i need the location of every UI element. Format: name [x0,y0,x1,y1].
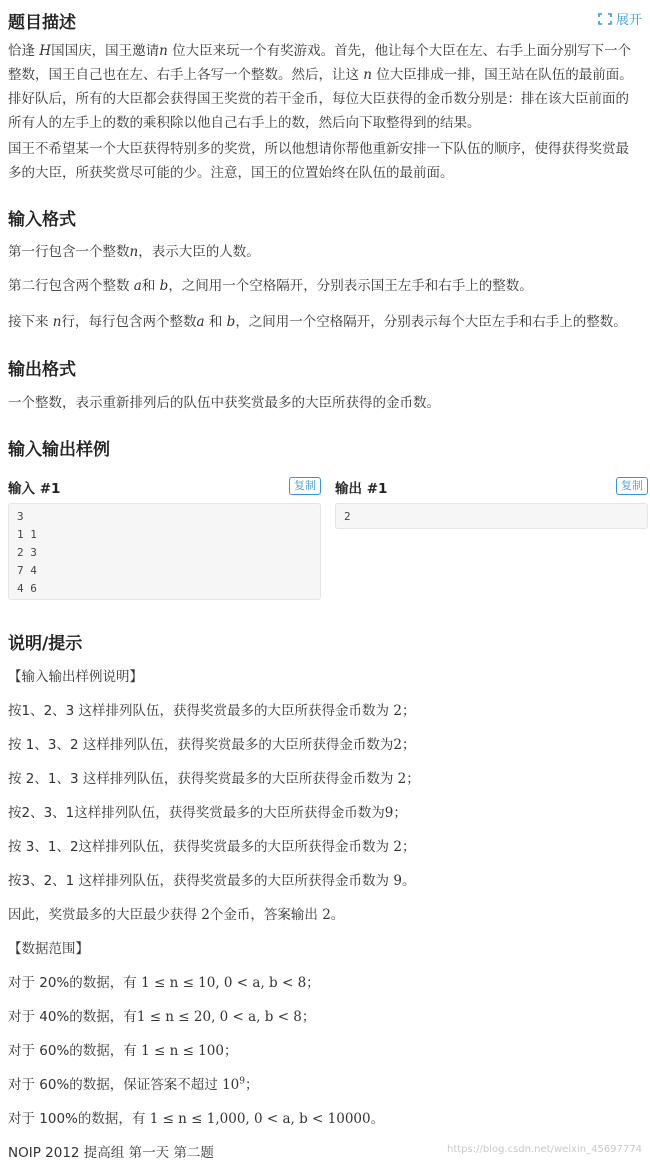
sample-input-box[interactable] [8,503,321,600]
input-format-line-2: 第二行包含两个整数 a和 b，之间用一个空格隔开，分别表示国王左手和右手上的整数。 [8,278,533,294]
case-line: 按3、2、1 这样排列队伍，获得奖赏最多的大臣所获得金币数为 9。 [8,873,416,889]
input-format-line-1: 第一行包含一个整数n，表示大臣的人数。 [8,244,260,260]
sample-input-line: 4 6 [17,582,37,595]
input-format-line-3: 接下来 n行，每行包含两个整数a 和 b，之间用一个空格隔开，分别表示每个大臣左手和右手上的整数。 [8,314,627,330]
watermark: https://blog.csdn.net/weixin_45697774 [446,1144,642,1155]
sample-input-line: 7 4 [17,564,37,577]
data-range-title: 【数据范围】 [8,941,89,957]
range-line: 对于 100%的数据，有 1 ≤ n ≤ 1,000, 0 < a, b < 10000。 [8,1111,385,1127]
case-line: 按 3、1、2这样排列队伍，获得奖赏最多的大臣所获得金币数为 2； [8,839,416,855]
case-line: 按 1、3、2 这样排列队伍，获得奖赏最多的大臣所获得金币数为2； [8,737,416,753]
range-line: 对于 20%的数据，有 1 ≤ n ≤ 10, 0 < a, b < 8； [8,975,320,991]
sample-input-label: 输入 #1 [8,481,61,497]
sample-note: 【输入输出样例说明】 [8,669,143,685]
description-paragraph-1: 恰逢 H国国庆，国王邀请n 位大臣来玩一个有奖游戏。首先，他让每个大臣在左、右手上面分别写下一个整数，国王自己也在左、右手上各写一个整数。然后，让这 n 位大臣排成一排，国王站在队伍的最前面。排好队后，所有的大臣都会获得国王奖赏的若干金币，每位大臣获得的金币数分别是：排在该大臣前面的所有人的左手上的数的乘积除以他自己右手上的数，然后向下取整得到的结果。 [8,43,633,131]
range-line: 对于 60%的数据，保证答案不超过 $10^9$； [8,1076,259,1093]
problem-source: NOIP 2012 提高组 第一天 第二题 [8,1145,214,1161]
input-format-title: 输入格式 [8,210,76,230]
sample-input-line: 3 [17,510,24,523]
sample-output-label: 输出 #1 [335,481,388,497]
conclusion-line: 因此，奖赏最多的大臣最少获得 2个金币，答案输出 2。 [8,907,345,923]
expand-label: 展开 [615,13,642,28]
sample-output-box[interactable] [335,503,648,529]
copy-output-button[interactable]: 复制 [616,477,648,495]
expand-icon [598,13,612,25]
description-paragraph-2: 国王不希望某一个大臣获得特别多的奖赏，所以他想请你帮他重新安排一下队伍的顺序，使得获得奖赏最多的大臣，所获奖赏尽可能的少。注意，国王的位置始终在队伍的最前面。 [8,141,629,181]
expand-button[interactable] [598,9,642,28]
problem-description-title: 题目描述 [8,13,76,33]
case-line: 按2、3、1这样排列队伍，获得奖赏最多的大臣所获得金币数为9； [8,805,407,821]
hint-title: 说明/提示 [8,634,83,654]
samples-title: 输入输出样例 [8,440,110,460]
range-line: 对于 40%的数据，有1 ≤ n ≤ 20, 0 < a, b < 8； [8,1009,316,1025]
sample-output-line: 2 [344,510,351,523]
copy-input-button[interactable]: 复制 [289,477,321,495]
sample-input-line: 2 3 [17,546,37,559]
range-line: 对于 60%的数据，有 1 ≤ n ≤ 100； [8,1043,238,1059]
case-line: 按 2、1、3 这样排列队伍，获得奖赏最多的大臣所获得金币数为 2； [8,771,420,787]
output-format-title: 输出格式 [8,360,76,380]
output-format-line-1: 一个整数，表示重新排列后的队伍中获奖赏最多的大臣所获得的金币数。 [8,395,440,411]
sample-input-line: 1 1 [17,528,37,541]
case-line: 按1、2、3 这样排列队伍，获得奖赏最多的大臣所获得金币数为 2； [8,703,416,719]
